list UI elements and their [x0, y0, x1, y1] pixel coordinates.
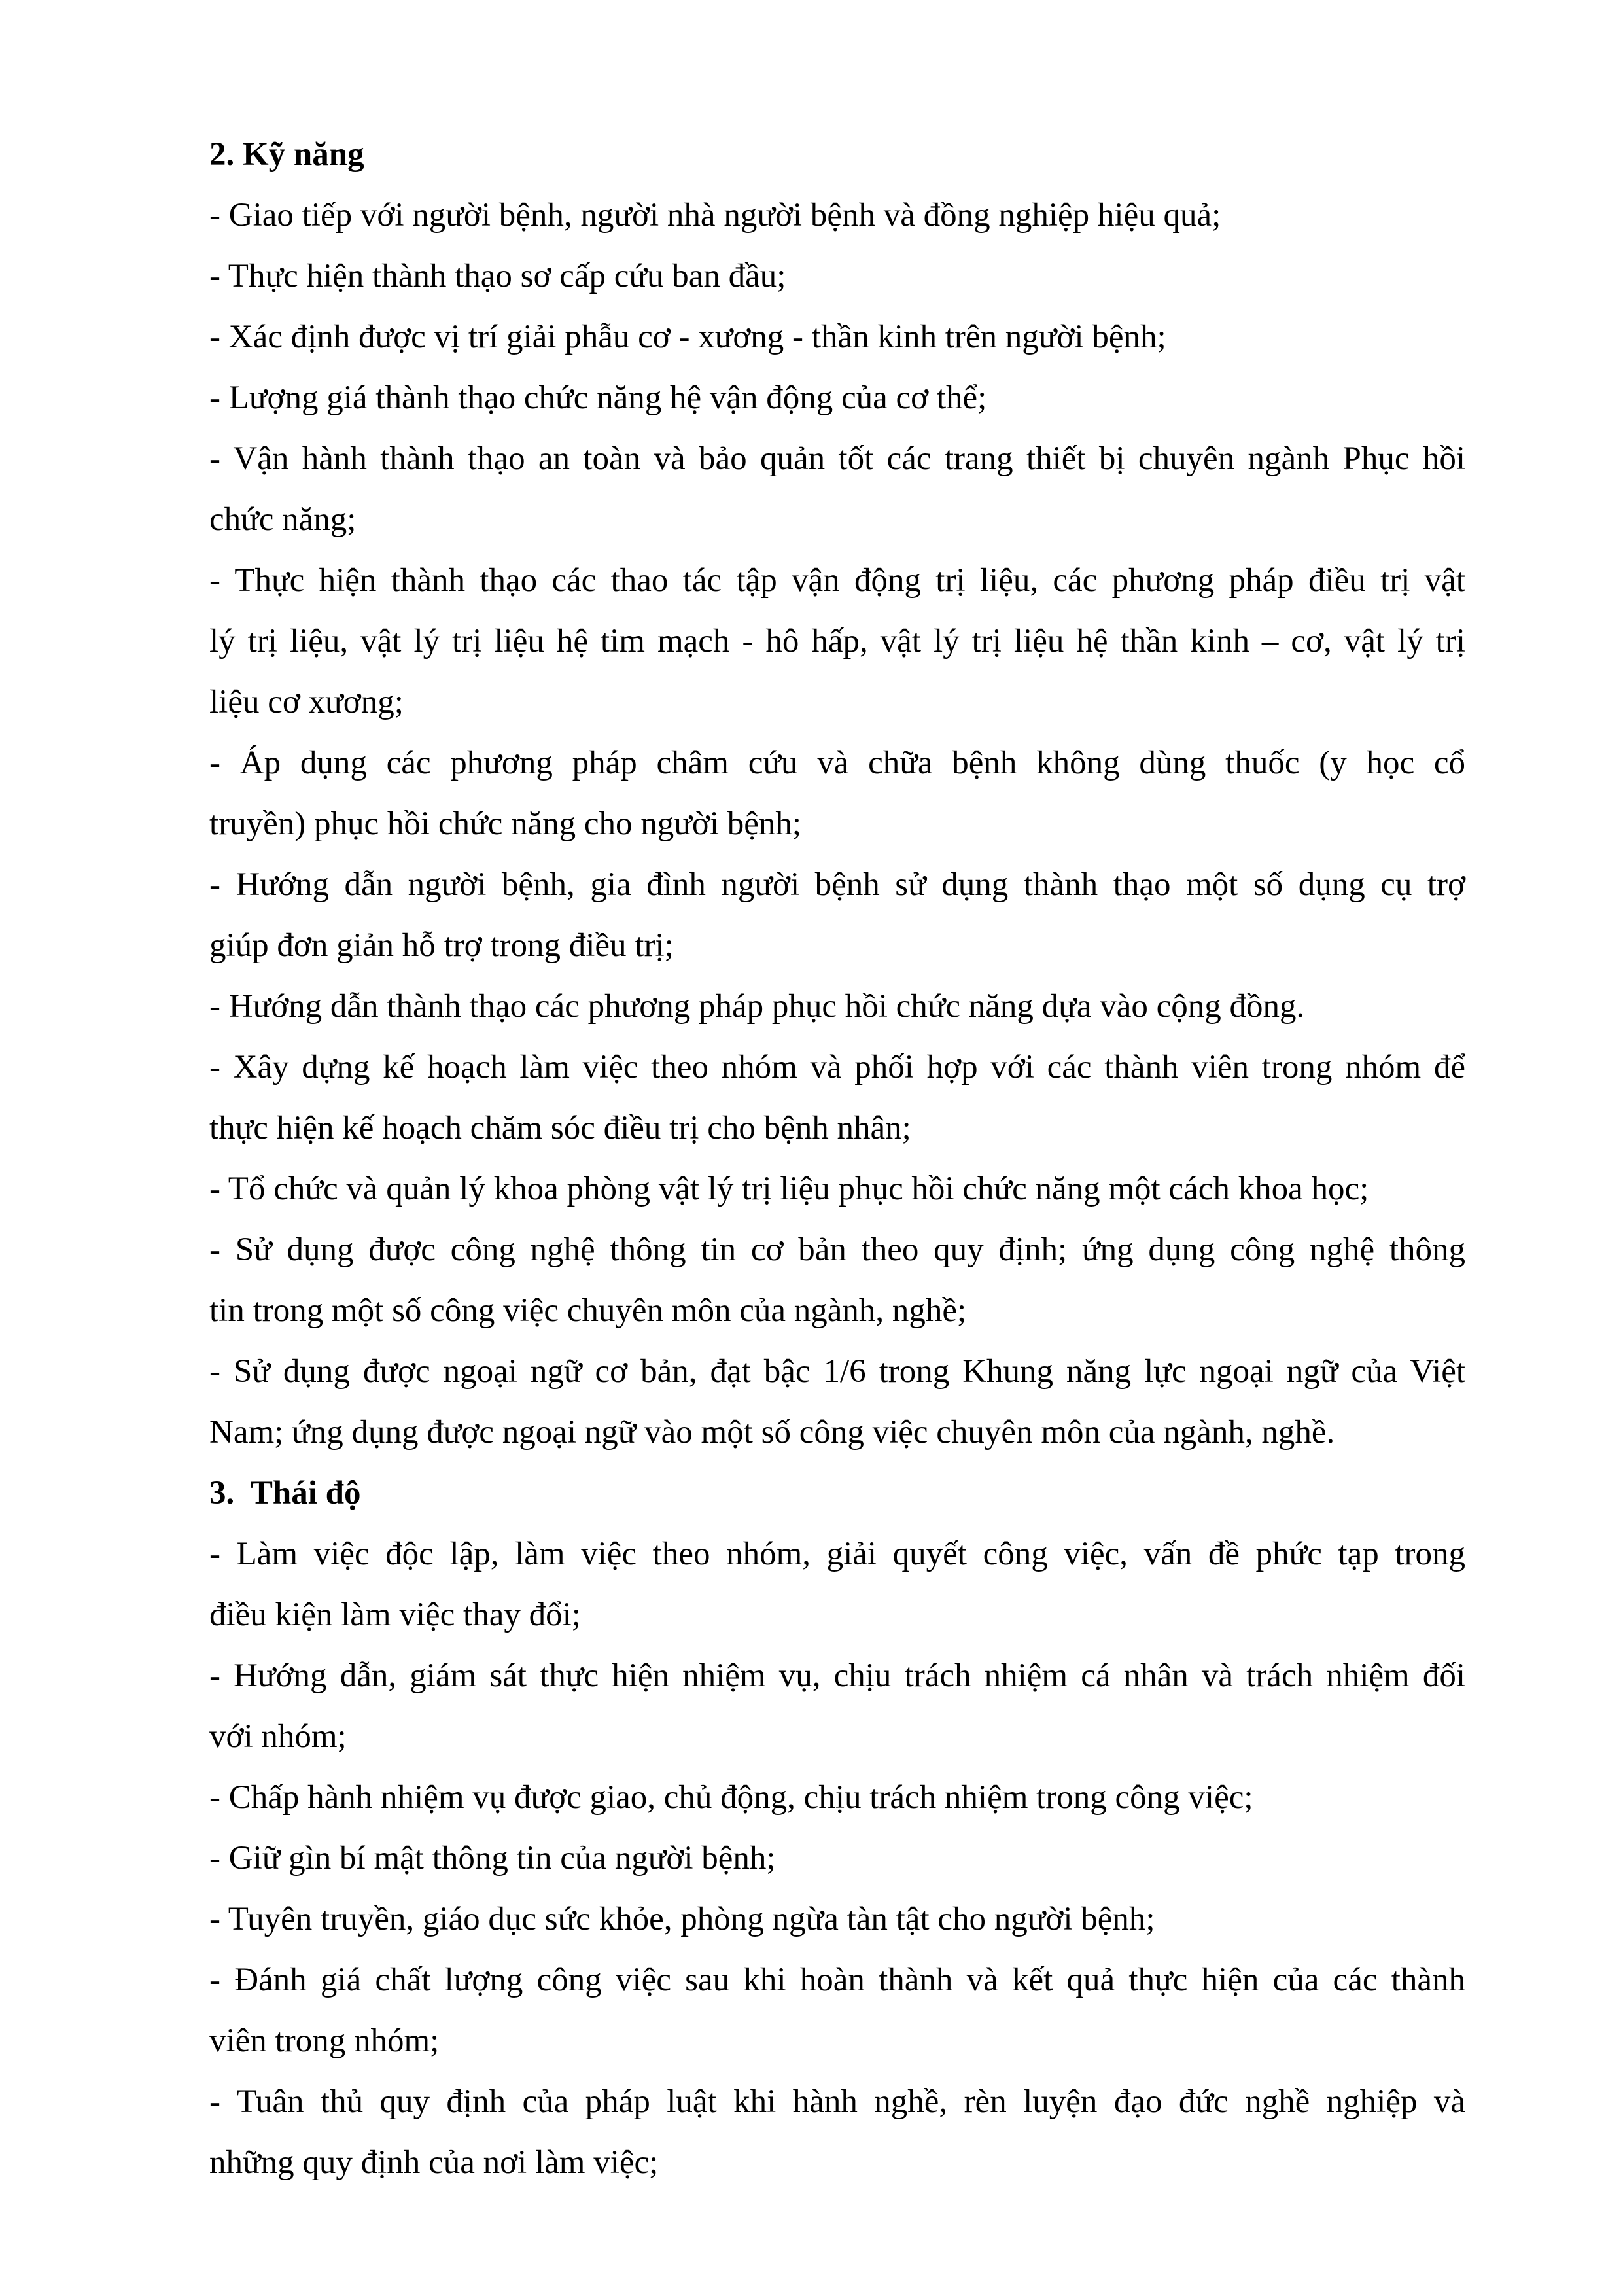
- text-line: liệu cơ xương;: [209, 684, 404, 720]
- text-line: - Áp dụng các phương pháp châm cứu và chữa bệnh không dùng thuốc (y học cổ: [209, 745, 1465, 781]
- text-line: - Vận hành thành thạo an toàn và bảo quản tốt các trang thiết bị chuyên ngành Phục hồi: [209, 440, 1465, 477]
- text-line: - Lượng giá thành thạo chức năng hệ vận động của cơ thể;: [209, 380, 987, 416]
- text-line: - Tổ chức và quản lý khoa phòng vật lý trị liệu phục hồi chức năng một cách khoa học;: [209, 1171, 1369, 1207]
- text-line: tin trong một số công việc chuyên môn của ngành, nghề;: [209, 1292, 967, 1329]
- text-line: điều kiện làm việc thay đổi;: [209, 1597, 581, 1633]
- text-line: truyền) phục hồi chức năng cho người bệnh;: [209, 805, 802, 842]
- text-line: những quy định của nơi làm việc;: [209, 2144, 659, 2181]
- text-line: - Giao tiếp với người bệnh, người nhà người bệnh và đồng nghiệp hiệu quả;: [209, 197, 1221, 234]
- text-line: - Thực hiện thành thạo sơ cấp cứu ban đầu;: [209, 258, 786, 294]
- text-line: với nhóm;: [209, 1718, 347, 1755]
- text-line: chức năng;: [209, 501, 357, 538]
- text-line: Nam; ứng dụng được ngoại ngữ vào một số công việc chuyên môn của ngành, nghề.: [209, 1414, 1335, 1451]
- text-line: - Làm việc độc lập, làm việc theo nhóm, giải quyết công việc, vấn đề phức tạp trong: [209, 1536, 1465, 1572]
- section-heading: 2. Kỹ năng: [209, 136, 364, 173]
- text-line: - Sử dụng được ngoại ngữ cơ bản, đạt bậc 1/6 trong Khung năng lực ngoại ngữ của Việt: [209, 1353, 1465, 1390]
- text-line: - Hướng dẫn người bệnh, gia đình người bệnh sử dụng thành thạo một số dụng cụ trợ: [209, 866, 1465, 903]
- text-line: - Hướng dẫn, giám sát thực hiện nhiệm vụ, chịu trách nhiệm cá nhân và trách nhiệm đối: [209, 1657, 1465, 1694]
- text-line: thực hiện kế hoạch chăm sóc điều trị cho bệnh nhân;: [209, 1110, 911, 1146]
- text-line: - Tuân thủ quy định của pháp luật khi hành nghề, rèn luyện đạo đức nghề nghiệp và: [209, 2083, 1465, 2120]
- text-line: - Xác định được vị trí giải phẫu cơ - xương - thần kinh trên người bệnh;: [209, 319, 1166, 355]
- text-line: - Hướng dẫn thành thạo các phương pháp phục hồi chức năng dựa vào cộng đồng.: [209, 988, 1305, 1025]
- text-line: - Xây dựng kế hoạch làm việc theo nhóm và phối hợp với các thành viên trong nhóm để: [209, 1049, 1465, 1086]
- text-line: giúp đơn giản hỗ trợ trong điều trị;: [209, 927, 674, 964]
- text-line: - Thực hiện thành thạo các thao tác tập vận động trị liệu, các phương pháp điều trị vật: [209, 562, 1465, 599]
- text-line: - Đánh giá chất lượng công việc sau khi hoàn thành và kết quả thực hiện của các thành: [209, 1962, 1465, 1998]
- text-line: - Giữ gìn bí mật thông tin của người bệnh;: [209, 1840, 776, 1877]
- text-line: - Sử dụng được công nghệ thông tin cơ bản theo quy định; ứng dụng công nghệ thông: [209, 1231, 1465, 1268]
- text-line: lý trị liệu, vật lý trị liệu hệ tim mạch - hô hấp, vật lý trị liệu hệ thần kinh – cơ, vật lý trị: [209, 623, 1465, 660]
- section-heading: 3. Thái độ: [209, 1475, 361, 1511]
- text-line: - Chấp hành nhiệm vụ được giao, chủ động, chịu trách nhiệm trong công việc;: [209, 1779, 1253, 1816]
- text-line: viên trong nhóm;: [209, 2022, 440, 2059]
- text-line: - Tuyên truyền, giáo dục sức khỏe, phòng ngừa tàn tật cho người bệnh;: [209, 1901, 1155, 1937]
